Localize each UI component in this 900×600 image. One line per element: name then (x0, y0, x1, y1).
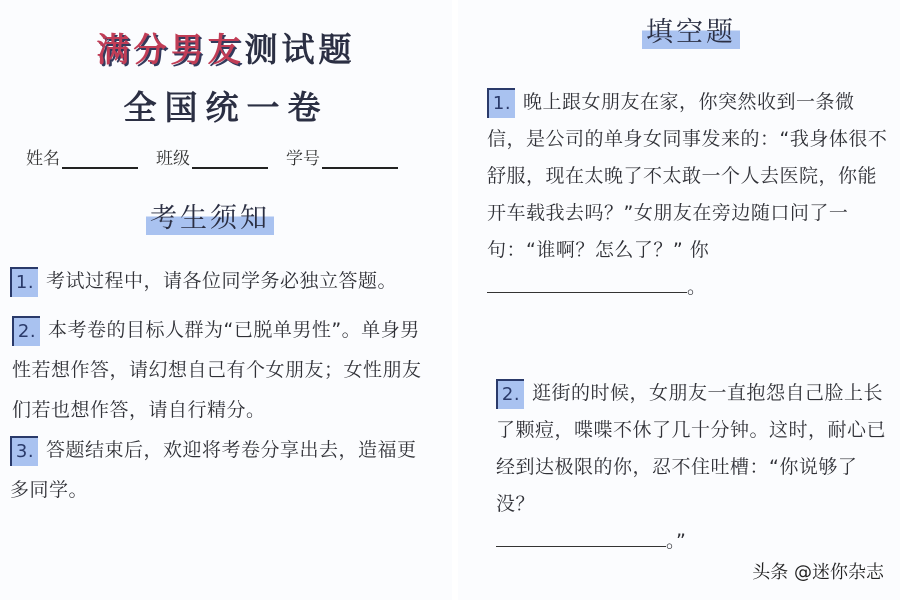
watermark: 头条 @迷你杂志 (752, 562, 884, 583)
question-number: 1. (487, 88, 515, 118)
notice-number: 1. (10, 267, 38, 297)
question-item (487, 84, 892, 306)
student-id-field[interactable] (286, 144, 398, 169)
student-info-fields (26, 144, 398, 169)
notice-text: 考试过程中，请各位同学务必独立答题。 (46, 270, 398, 292)
student-id-label: 学号 (286, 149, 320, 169)
fill-blank-title: 填空题 (642, 10, 740, 49)
notice-title: 考生须知 (146, 196, 274, 235)
title-highlight: 满分男友 (96, 30, 245, 69)
class-field[interactable] (156, 144, 268, 169)
notice-number: 3. (10, 436, 38, 466)
answer-blank[interactable] (487, 272, 687, 293)
notice-item (10, 430, 435, 510)
question-text: 逛街的时候，女朋友一直抱怨自己脸上长了颗痘，喋喋不休了几十分钟。这时，耐心已经到达极限的你，忍不住吐槽：“你说够了没？ (496, 382, 887, 515)
name-field[interactable] (26, 144, 138, 169)
notice-text: 答题结束后，欢迎将考卷分享出去，造福更多同学。 (10, 439, 417, 501)
question-item (496, 375, 886, 560)
name-label: 姓名 (26, 149, 60, 169)
name-blank[interactable] (62, 149, 138, 169)
notice-number: 2. (12, 316, 40, 346)
answer-blank[interactable] (496, 526, 666, 547)
notice-item (12, 310, 437, 430)
notice-text: 本考卷的目标人群为“已脱单男性”。单身男性若想作答，请幻想自己有个女朋友；女性朋友们若也想作答，请自行精分。 (12, 319, 422, 421)
exam-subtitle: 全国统一卷 (123, 88, 329, 127)
class-blank[interactable] (192, 149, 268, 169)
notice-item (10, 261, 435, 301)
student-id-blank[interactable] (322, 149, 398, 169)
exam-title (0, 24, 452, 71)
question-number: 2. (496, 379, 524, 409)
question-end: 。 (687, 276, 707, 298)
question-text: 晚上跟女朋友在家，你突然收到一条微信，是公司的单身女同事发来的：“我身体很不舒服，现在太晚了不太敢一个人去医院，你能开车载我去吗？”女朋友在旁边随口问了一句：“谁啊？怎么了？” 你 (487, 91, 888, 261)
question-end: 。” (666, 530, 687, 552)
title-rest: 测试题 (244, 30, 356, 69)
class-label: 班级 (156, 149, 190, 169)
